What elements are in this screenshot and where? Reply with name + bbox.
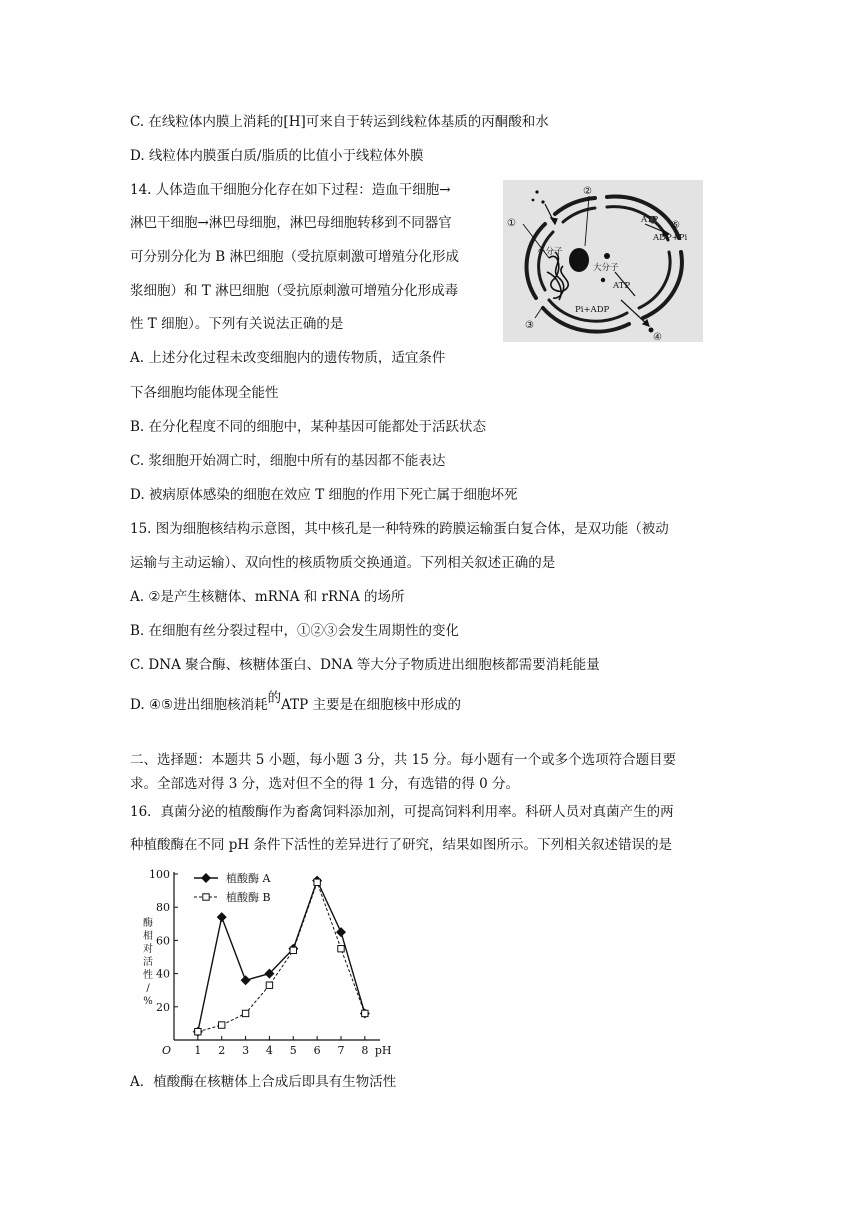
envelope-inner-arc-5	[539, 232, 553, 290]
data-point-b	[266, 982, 272, 988]
q15-option-d-pre: D. ④⑤进出细胞核消耗	[130, 697, 268, 713]
y-tick-label: 100	[149, 868, 170, 881]
data-point-b	[338, 946, 344, 952]
ph-activity-chart	[132, 864, 394, 1060]
y-tick-label: 80	[156, 901, 170, 915]
legend-marker-b	[203, 894, 209, 900]
label-5: ⑤	[671, 220, 680, 231]
q14-stem-line-2: 淋巴干细胞→淋巴母细胞，淋巴母细胞转移到不同器官	[130, 215, 452, 231]
data-point-b	[195, 1029, 201, 1035]
large-molecule-dot	[601, 278, 605, 282]
q15-stem-line-2: 运输与主动运输）、双向性的核质物质交换通道。下列相关叙述正确的是	[130, 555, 556, 571]
section2-instructions-line-1: 二、选择题：本题共 5 小题，每小题 3 分，共 15 分。每小题有一个或多个选项符合题目要	[130, 752, 677, 768]
label-pi-adp: Pi+ADP	[575, 305, 610, 315]
q15-option-d	[130, 690, 462, 715]
data-point-b	[242, 1010, 248, 1016]
x-tick-label: 2	[218, 1044, 226, 1057]
series-line-b	[198, 882, 365, 1031]
leader-line-3	[535, 306, 543, 318]
data-point-a	[217, 912, 227, 922]
small-molecule-dot	[541, 200, 544, 203]
nucleus-diagram	[503, 180, 703, 342]
label-3: ③	[525, 320, 534, 331]
import-arrow-head	[551, 218, 557, 224]
q14-option-d: D. 被病原体感染的细胞在效应 T 细胞的作用下死亡属于细胞坏死	[130, 487, 518, 503]
q14-stem-line-3: 可分别分化为 B 淋巴细胞（受抗原刺激可增殖分化形成	[130, 249, 460, 265]
q16-stem-line-1: 16．真菌分泌的植酸酶作为畜禽饲料添加剂，可提高饲料利用率。科研人员对真菌产生的两	[130, 804, 674, 820]
q15-option-d-post: ATP 主要是在细胞核中形成的	[281, 697, 462, 713]
q15-option-c: C. DNA 聚合酶、核糖体蛋白、DNA 等大分子物质进出细胞核都需要消耗能量	[130, 657, 600, 673]
data-point-b	[314, 879, 320, 885]
data-point-a	[336, 927, 346, 937]
ph-activity-chart-svg	[132, 864, 394, 1060]
legend-marker-a	[201, 873, 211, 883]
x-tick-label: 3	[242, 1044, 250, 1057]
small-molecule-dot	[535, 190, 538, 193]
section2-instructions-line-2: 求。全部选对得 3 分，选对但不全的得 1 分，有选错的得 0 分。	[130, 776, 520, 792]
label-2: ②	[583, 186, 592, 197]
label-adp-pi: ADP+Pi	[653, 233, 688, 243]
y-tick-label: 60	[156, 934, 170, 948]
x-tick-label: 8	[361, 1044, 369, 1057]
x-tick-label: 1	[194, 1044, 202, 1057]
x-tick-label: 6	[313, 1044, 321, 1057]
label-large-molecule: 大分子	[593, 263, 619, 273]
large-molecule-dot	[604, 253, 610, 259]
q14-stem-line-4: 浆细胞）和 T 淋巴细胞（受抗原刺激可增殖分化形成毒	[130, 283, 459, 299]
origin-label: O	[162, 1044, 172, 1057]
data-point-b	[219, 1022, 225, 1028]
q13-option-d: D. 线粒体内膜蛋白质/脂质的比值小于线粒体外膜	[130, 148, 424, 164]
q16-stem-line-2: 种植酸酶在不同 pH 条件下活性的差异进行了研究，结果如图所示。下列相关叙述错误的是	[130, 837, 672, 853]
q15-option-a: A. ②是产生核糖体、mRNA 和 rRNA 的场所	[130, 589, 405, 605]
q14-option-a-line-2: 下各细胞均能体现全能性	[130, 385, 279, 401]
q14-option-c: C. 浆细胞开始凋亡时，细胞中所有的基因都不能表达	[130, 453, 446, 469]
x-tick-label: 4	[265, 1044, 273, 1057]
q15-stem-line-1: 15. 图为细胞核结构示意图，其中核孔是一种特殊的跨膜运输蛋白复合体，是双功能（被动	[130, 521, 669, 537]
x-tick-label: 7	[337, 1044, 345, 1057]
nucleolus	[569, 248, 589, 272]
q14-option-b: B. 在分化程度不同的细胞中，某种基因可能都处于活跃状态	[130, 419, 487, 435]
q15-option-b: B. 在细胞有丝分裂过程中，①②③会发生周期性的变化	[130, 623, 460, 639]
label-1: ①	[507, 218, 516, 229]
label-4: ④	[653, 332, 662, 342]
x-tick-label: 5	[289, 1044, 297, 1057]
leader-line-2	[585, 196, 589, 246]
label-atp-top: ATP	[641, 215, 659, 225]
small-molecule-dot	[532, 199, 535, 202]
q15-option-d-sup: 的	[267, 690, 282, 706]
x-axis-label: pH	[374, 1044, 392, 1057]
q14-stem-line-5: 性 T 细胞）。下列有关说法正确的是	[130, 316, 344, 332]
data-point-b	[362, 1010, 368, 1016]
legend-label-b: 植酸酶 B	[226, 891, 271, 904]
envelope-inner-arc-1	[563, 208, 595, 222]
data-point-a	[241, 975, 251, 985]
q14-option-a-line-1: A. 上述分化过程未改变细胞内的遗传物质，适宜条件	[130, 350, 446, 366]
data-point-b	[290, 947, 296, 953]
q16-option-a: A．植酸酶在核糖体上合成后即具有生物活性	[130, 1074, 397, 1090]
q13-option-c: C. 在线粒体内膜上消耗的[H]可来自于转运到线粒体基质的丙酮酸和水	[130, 114, 549, 130]
label-atp-bottom: ATP	[613, 281, 631, 291]
nucleus-diagram-svg	[503, 180, 703, 342]
label-small-molecule: 小分子	[537, 247, 563, 257]
chromatin	[547, 252, 568, 300]
y-axis-label: 酶相对活性/ %	[143, 918, 153, 1007]
series-line-a	[198, 881, 365, 1032]
q14-stem-line-1: 14. 人体造血干细胞分化存在如下过程：造血干细胞→	[130, 182, 451, 198]
legend-label-a: 植酸酶 A	[226, 872, 271, 885]
y-tick-label: 20	[156, 1000, 170, 1014]
y-tick-label: 40	[156, 967, 170, 981]
